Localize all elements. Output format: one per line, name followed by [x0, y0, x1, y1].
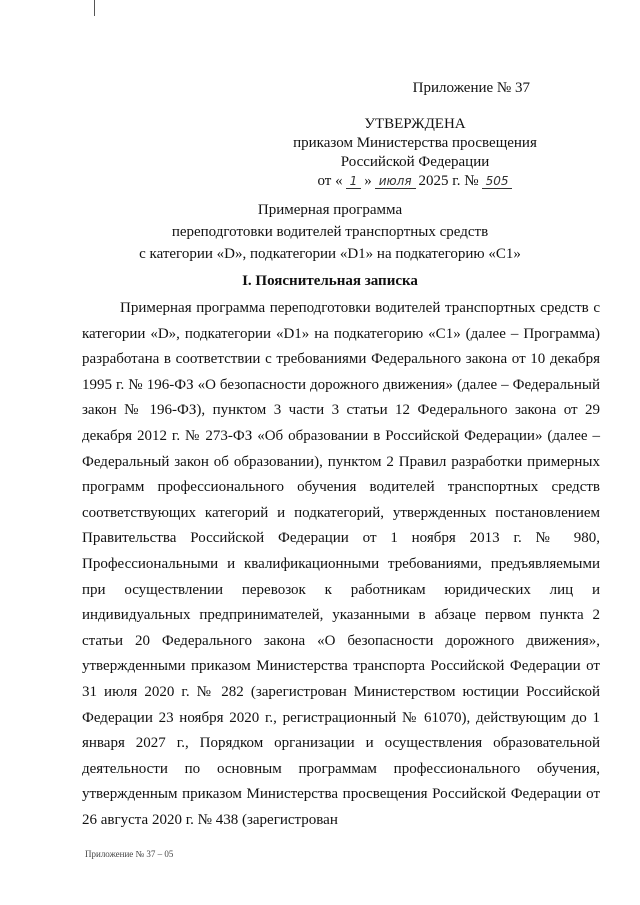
- scan-edge-mark: [94, 0, 95, 16]
- program-title: [60, 199, 600, 265]
- handwritten-month: июля: [375, 174, 416, 189]
- annex-number: Приложение № 37: [412, 80, 530, 96]
- order-date-line: [285, 172, 545, 191]
- handwritten-day: 1: [346, 174, 362, 189]
- approval-block: [285, 115, 545, 191]
- title-line-2: переподготовки водителей транспортных средств: [171, 224, 489, 240]
- section-heading: I. Пояснительная записка: [242, 273, 418, 289]
- approved-label: УТВЕРЖДЕНА: [364, 116, 466, 132]
- title-line-3: с категории «D», подкатегории «D1» на подкатегорию «C1»: [139, 246, 521, 262]
- handwritten-order-number: 505: [482, 174, 513, 189]
- body-paragraph: Примерная программа переподготовки водителей транспортных средств с категории «D», подкатегории «D1» на подкатегорию «C1» (далее – Программа) разработана в соответствии с требованиями Федерального закона от 10 декабря 1995 г. № 196-ФЗ «О безопасности дорожного движения» (далее – Федеральный закон № 196-ФЗ), пунктом 3 части 3 статьи 12 Федерального закона от 29 декабря 2012 г. № 273-ФЗ «Об образовании в Российской Федерации» (далее – Федеральный закон об образовании), пунктом 2 Правил разработки примерных программ профессионального обучения водителей транспортных средств соответствующих категорий и подкатегорий, утвержденных постановлением Правительства Российской Федерации от 1 ноября 2013 г. № 980, Профессиональными и квалификационными требованиями, предъявляемыми при осуществлении перевозок к работникам юридических лиц и индивидуальных предпринимателей, указанными в абзаце первом пункта 2 статьи 20 Федерального закона «О безопасности дорожного движения», утвержденными приказом Министерства транспорта Российской Федерации от 31 июля 2020 г. № 282 (зарегистрован Министерством юстиции Российской Федерации 23 ноября 2020 г., регистрационный № 61070), действующим до 1 января 2027 г., Порядком организации и осуществления образовательной деятельности по основным программам профессионального обучения, утвержденным приказом Министерства просвещения Российской Федерации от 26 августа 2020 г. № 438 (зарегистрован: [82, 300, 600, 828]
- date-prefix: от «: [317, 173, 343, 189]
- order-line-2: Российской Федерации: [340, 154, 490, 170]
- order-line-1: приказом Министерства просвещения: [293, 135, 537, 151]
- date-mid: »: [364, 173, 372, 189]
- date-year: 2025 г. №: [418, 173, 479, 189]
- title-line-1: Примерная программа: [257, 202, 403, 218]
- page-footer: Приложение № 37 – 05: [85, 849, 174, 859]
